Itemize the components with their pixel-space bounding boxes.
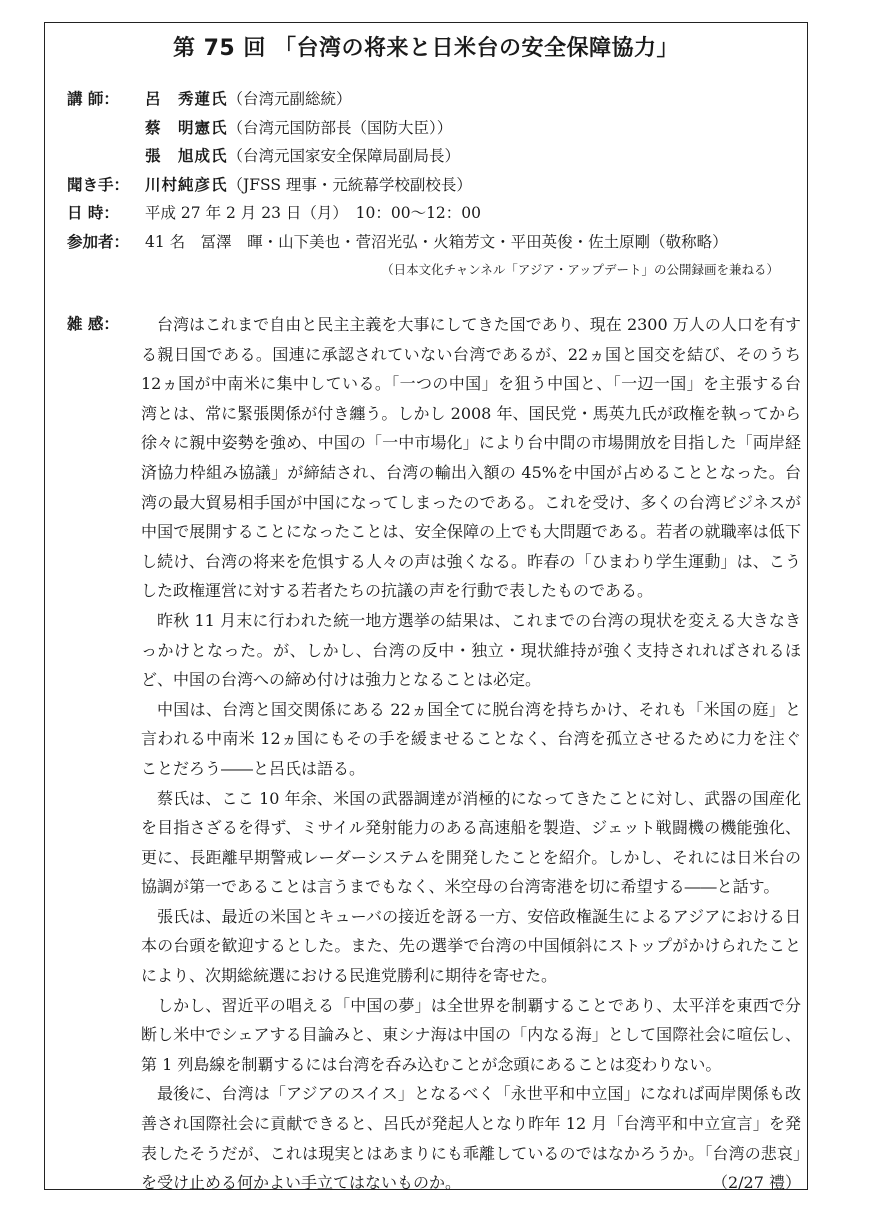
paragraph: 中国は、台湾と国交関係にある 22ヵ国全てに脱台湾を持ちかけ、それも「米国の庭」と言われる中南米 12ヵ国にもその手を緩ませることなく、台湾を孤立させるために力を注ぐことだろう――と呂氏は語る。 — [141, 699, 801, 778]
datetime-label: 日 時： — [67, 204, 119, 223]
paragraph: 張氏は、最近の米国とキューバの接近を訝る一方、安倍政権誕生によるアジアにおける日本の台頭を歓迎するとした。また、先の選挙で台湾の中国傾斜にストップがかけられたことにより、次期総統選における民進党勝利に期待を寄せた。 — [141, 906, 801, 986]
impression-label: 雑 感： — [67, 315, 119, 333]
lecturer-name: 呂 秀蓮氏 — [145, 90, 228, 108]
paragraph — [141, 1079, 801, 1197]
lecturer-row — [67, 142, 797, 171]
participants-row — [67, 228, 797, 257]
lecturer-name: 蔡 明憲氏 — [145, 118, 228, 137]
interviewer-row — [67, 171, 797, 200]
interviewer-label: 聞き手： — [67, 175, 130, 194]
datetime-value: 平成 27 年 2 月 23 日（月） 10：00〜12：00 — [145, 204, 482, 223]
lecturer-row — [67, 85, 797, 114]
lecturer-detail: （台湾元国防部長（国防大臣）） — [227, 118, 453, 137]
paragraph: 昨秋 11 月末に行われた統一地方選挙の結果は、これまでの台湾の現状を変える大きなきっかけとなった。が、しかし、台湾の反中・独立・現状維持が強く支持されればされるほど、中国の台湾への締め付けは強力となることは必定。 — [141, 610, 801, 690]
signature: （2/27 禮） — [711, 1173, 801, 1193]
paragraph: 台湾はこれまで自由と民主主義を大事にしてきた国であり、現在 2300 万人の人口を有する親日国である。国連に承認されていない台湾であるが、22ヵ国と国交を結び、そのうち 12ヵ国が中南米に集中している。「一つの中国」を狙う中国と、「一辺一国」を主張する台湾とは、常に緊張関係が付き纏う。しかし 2008 年、国民党・馬英九氏が政権を執ってから徐々に親中姿勢を強め、中国の「一中市場化」により台中間の市場開放を目指した「両岸経済協力枠組み協議」が締結され、台湾の輸出入額の 45%を中国が占めることとなった。台湾の最大貿易相手国が中国になってしまったのである。これを受け、多くの台湾ビジネスが中国で展開することになったことは、安全保障の上でも大問題である。若者の就職率は低下し続け、台湾の将来を危惧する人々の声は強くなる。昨春の「ひまわり学生運動」は、こうした政権運営に対する若者たちの抗議の声を行動で表したものである。 — [141, 315, 801, 601]
datetime-row — [67, 199, 797, 228]
lecturer-detail: （台湾元副総統） — [227, 90, 352, 108]
page-frame — [44, 22, 808, 1193]
lecturer-name: 張 旭成氏 — [145, 147, 228, 166]
participants-note: （日本文化チャンネル「アジア・アップデート」の公開録画を兼ねる） — [381, 261, 779, 277]
participants-label: 参加者： — [67, 232, 130, 251]
interviewer-detail: （JFSS 理事・元統幕学校副校長） — [227, 175, 472, 194]
lecturer-row — [67, 114, 797, 143]
interviewer-name: 川村純彦氏 — [145, 175, 228, 194]
lecturers-label: 講 師： — [67, 90, 119, 108]
paragraph-text: 最後に、台湾は「アジアのスイス」となるべく「永世平和中立国」になれば両岸関係も改善され国際社会に貢献できると、呂氏が発起人となり昨年 12 月「台湾平和中立宣言」を発表したそうだが、これは現実とはあまりにも乖離しているのではなかろうか。「台湾の悲哀」を受け止める何かよい手立てはないものか。 — [141, 1084, 801, 1193]
paragraph: しかし、習近平の唱える「中国の夢」は全世界を制覇することであり、太平洋を東西で分断し米中でシェアする目論みと、東シナ海は中国の「内なる海」として国際社会に喧伝し、第 1 列島線を制覇するには台湾を呑み込むことが念頭にあることは変わりない。 — [141, 995, 801, 1074]
paragraph: 蔡氏は、ここ 10 年余、米国の武器調達が消極的になってきたことに対し、武器の国産化を目指さざるを得ず、ミサイル発射能力のある高速船を製造、ジェット戦闘機の機能強化、更に、長距離早期警戒レーダーシステムを開発したことを紹介。しかし、それには日米台の協調が第一であることは言うまでもなく、米空母の台湾寄港を切に希望する――と話す。 — [141, 788, 801, 897]
page-title: 第 75 回 「台湾の将来と日米台の安全保障協力」 — [172, 36, 680, 61]
lecturer-detail: （台湾元国家安全保障局副局長） — [227, 147, 461, 166]
impression-body — [141, 310, 801, 1198]
info-block — [67, 85, 797, 283]
participants-value: 41 名 冨澤 暉・山下美也・菅沼光弘・火箱芳文・平田英俊・佐土原剛（敬称略） — [145, 232, 728, 251]
